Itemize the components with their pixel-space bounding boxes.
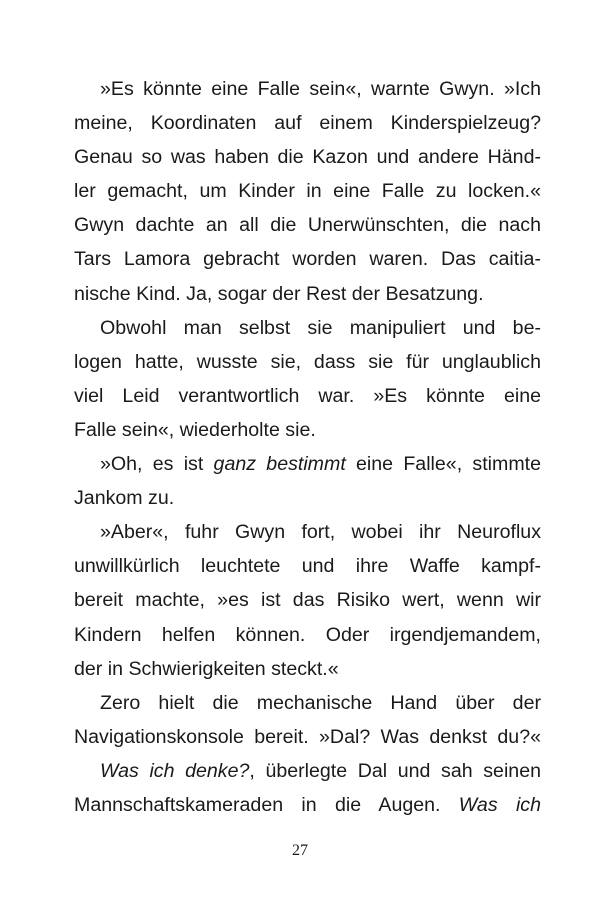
text-line: Kindern helfen können. Oder irgendjemandem, <box>74 623 541 646</box>
text-line: viel Leid verantwortlich war. »Es könnte eine <box>74 384 541 407</box>
text-line: Tars Lamora gebracht worden waren. Das caitia- <box>74 248 541 271</box>
text-line: nische Kind. Ja, sogar der Rest der Besatzung. <box>74 282 484 305</box>
text-line: Obwohl man selbst sie manipuliert und be- <box>100 316 541 339</box>
page-number: 27 <box>292 842 308 859</box>
text-line: »Aber«, fuhr Gwyn fort, wobei ihr Neuroflux <box>100 521 541 544</box>
text-line: Navigationskonsole bereit. »Dal? Was denkst du?« <box>74 725 541 748</box>
text-line: meine, Koordinaten auf einem Kinderspielzeug? <box>74 112 541 135</box>
italic-emphasis: Was ich denke? <box>100 759 250 782</box>
italic-emphasis: Was ich <box>458 793 541 816</box>
text-line: Jankom zu. <box>74 487 175 510</box>
text-line: Gwyn dachte an all die Unerwünschten, die nach <box>74 214 541 237</box>
body-text <box>74 72 541 822</box>
text-line: »Oh, es ist ganz bestimmt eine Falle«, stimmte <box>100 453 541 476</box>
text-line: Falle sein«, wiederholte sie. <box>74 418 316 441</box>
text-line: logen hatte, wusste sie, dass sie für unglaublich <box>74 350 541 373</box>
text-line: der in Schwierigkeiten steckt.« <box>74 657 339 680</box>
text-line: Genau so was haben die Kazon und andere Händ- <box>74 146 541 169</box>
text-line: Was ich denke?, überlegte Dal und sah seinen <box>100 759 541 782</box>
italic-emphasis: ganz bestimmt <box>213 453 346 476</box>
text-line: »Es könnte eine Falle sein«, warnte Gwyn. »Ich <box>100 78 541 100</box>
text-line: ler gemacht, um Kinder in eine Falle zu locken.« <box>74 180 541 203</box>
text-line: bereit machte, »es ist das Risiko wert, wenn wir <box>74 589 541 612</box>
text-line: Zero hielt die mechanische Hand über der <box>100 691 541 714</box>
text-line: Mannschaftskameraden in die Augen. Was ich <box>74 793 541 816</box>
text-line: unwillkürlich leuchtete und ihre Waffe kampf- <box>74 555 541 578</box>
